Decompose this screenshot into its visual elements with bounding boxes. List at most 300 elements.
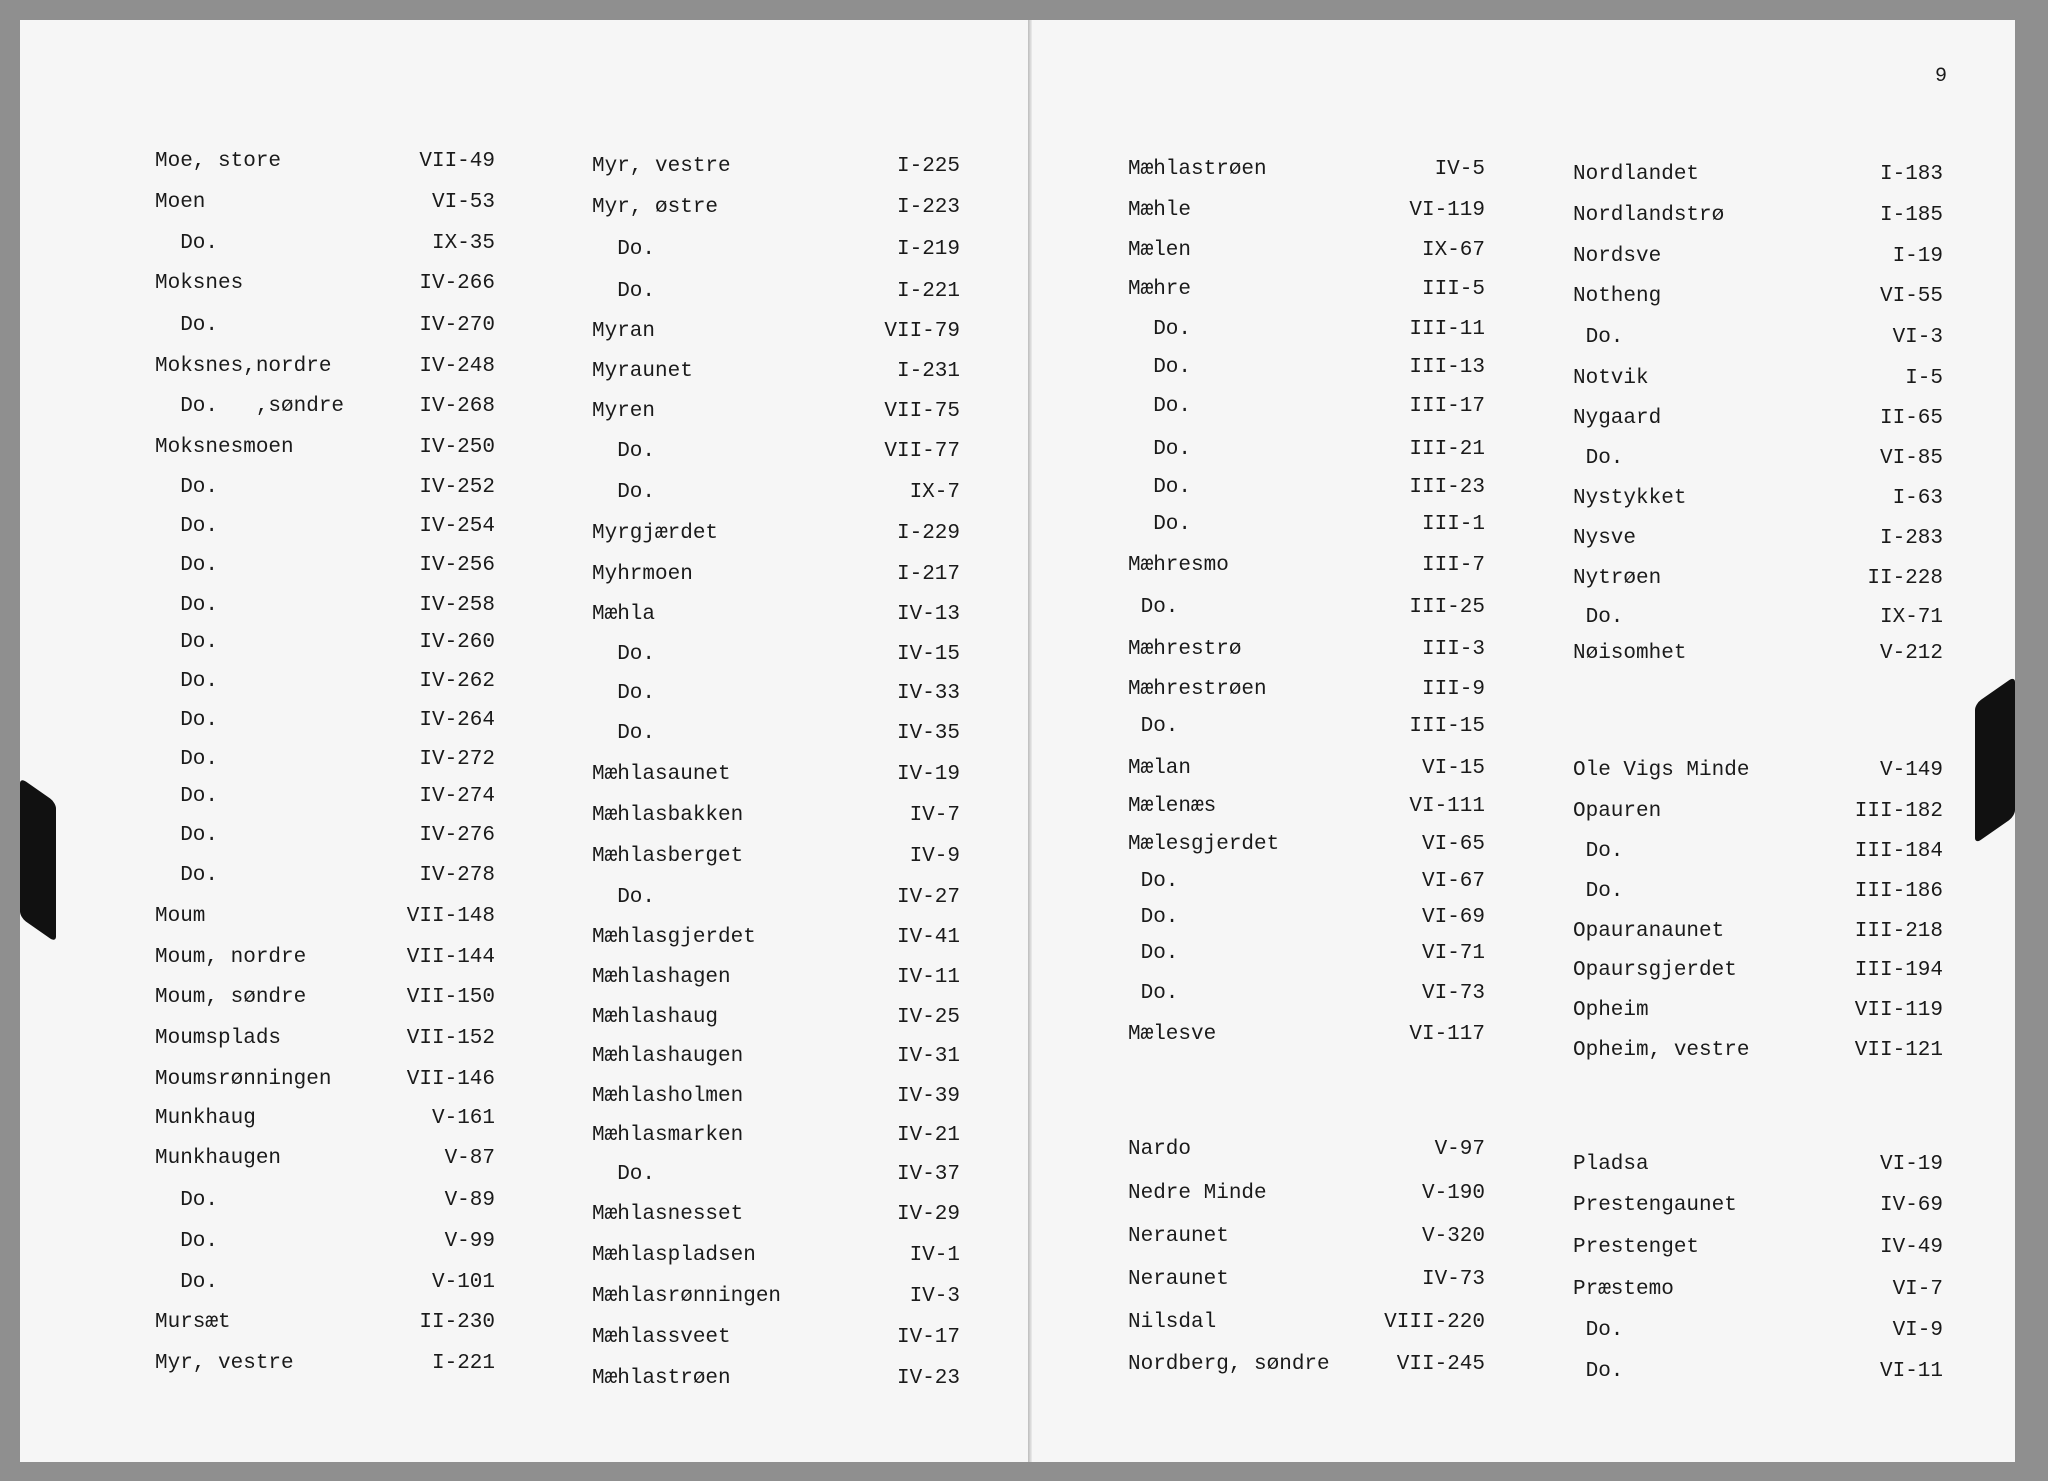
entry-reference: I-5	[1905, 367, 1943, 390]
entry-name: Do.	[592, 722, 656, 745]
index-entry	[592, 561, 960, 589]
index-entry	[1128, 552, 1485, 580]
index-entry	[155, 474, 495, 502]
index-entry	[1128, 831, 1485, 859]
index-entry	[592, 761, 960, 789]
index-entry	[155, 746, 495, 774]
index-entry	[1128, 1351, 1485, 1379]
entry-reference: IV-17	[896, 1326, 960, 1349]
entry-name: Mæhlasmarken	[592, 1124, 744, 1147]
index-entry	[1128, 276, 1485, 304]
entry-reference: I-221	[896, 280, 960, 303]
entry-reference: IV-260	[419, 631, 495, 654]
entry-name: Do.	[1573, 1319, 1624, 1342]
entry-name: Mæhrestrøen	[1128, 678, 1267, 701]
entry-name: Moksnesmoen	[155, 436, 294, 459]
index-entry	[155, 1066, 495, 1094]
entry-name: Moum, søndre	[155, 986, 307, 1009]
index-entry	[155, 148, 495, 176]
entry-reference: V-212	[1879, 642, 1943, 665]
entry-name: Mæhlasnesset	[592, 1203, 744, 1226]
index-entry	[592, 680, 960, 708]
left-index-tab	[20, 777, 56, 942]
entry-reference: III-194	[1854, 959, 1943, 982]
entry-name: Do.	[155, 476, 219, 499]
entry-name: Do.	[155, 1189, 219, 1212]
entry-reference: VI-69	[1421, 906, 1485, 929]
entry-reference: VII-152	[406, 1027, 495, 1050]
index-entry	[1128, 713, 1485, 741]
entry-name: Mæhlastrøen	[1128, 158, 1267, 181]
index-entry	[1573, 445, 1943, 473]
right-index-tab	[1975, 676, 2015, 844]
index-entry	[592, 1083, 960, 1111]
entry-reference: VI-11	[1879, 1360, 1943, 1383]
entry-name: Do.	[1573, 606, 1624, 629]
entry-reference: I-229	[896, 522, 960, 545]
index-entry	[155, 1145, 495, 1173]
entry-name: Do.	[592, 238, 656, 261]
entry-reference: III-9	[1421, 678, 1485, 701]
entry-name: Opheim	[1573, 999, 1649, 1022]
entry-name: Myr, vestre	[155, 1352, 294, 1375]
entry-reference: VI-71	[1421, 942, 1485, 965]
index-entry	[1573, 604, 1943, 632]
entry-reference: VII-49	[419, 150, 495, 173]
index-entry	[155, 1228, 495, 1256]
entry-reference: VI-9	[1892, 1319, 1943, 1342]
entry-reference: III-11	[1409, 318, 1485, 341]
index-entry	[1128, 237, 1485, 265]
entry-reference: VI-119	[1409, 199, 1485, 222]
entry-reference: IV-37	[896, 1163, 960, 1186]
entry-reference: IV-274	[419, 785, 495, 808]
index-entry	[592, 1043, 960, 1071]
index-entry	[155, 1105, 495, 1133]
entry-name: Nilsdal	[1128, 1311, 1217, 1334]
index-entry	[1573, 1317, 1943, 1345]
entry-name: Do.	[155, 824, 219, 847]
entry-reference: IV-11	[896, 966, 960, 989]
entry-reference: VI-15	[1421, 757, 1485, 780]
page-number: 9	[1935, 65, 1948, 88]
index-entry	[1128, 1021, 1485, 1049]
index-entry	[1128, 755, 1485, 783]
entry-name: Do.	[592, 643, 656, 666]
index-entry	[592, 236, 960, 264]
entry-name: Mursæt	[155, 1311, 231, 1334]
entry-reference: VI-53	[431, 191, 495, 214]
entry-name: Nordlandstrø	[1573, 204, 1725, 227]
entry-name: Nordsve	[1573, 245, 1662, 268]
index-entry	[1573, 757, 1943, 785]
entry-name: Mæhlasaunet	[592, 763, 731, 786]
index-entry	[592, 843, 960, 871]
index-entry	[1573, 243, 1943, 271]
entry-name: Mæhre	[1128, 278, 1192, 301]
index-entry	[592, 1283, 960, 1311]
entry-reference: II-228	[1867, 567, 1943, 590]
entry-reference: I-217	[896, 563, 960, 586]
entry-name: Mælen	[1128, 239, 1192, 262]
index-entry	[592, 964, 960, 992]
entry-reference: IV-39	[896, 1085, 960, 1108]
entry-reference: III-5	[1421, 278, 1485, 301]
entry-name: Do.	[1128, 438, 1192, 461]
index-entry	[155, 1025, 495, 1053]
entry-reference: VI-117	[1409, 1023, 1485, 1046]
index-entry	[155, 903, 495, 931]
entry-reference: I-223	[896, 196, 960, 219]
entry-name: Moe, store	[155, 150, 282, 173]
entry-name: Do.	[1128, 715, 1179, 738]
entry-reference: VIII-220	[1384, 1311, 1485, 1334]
entry-reference: IV-33	[896, 682, 960, 705]
index-entry	[155, 1269, 495, 1297]
entry-reference: V-101	[431, 1271, 495, 1294]
entry-reference: III-182	[1854, 800, 1943, 823]
index-entry	[1128, 793, 1485, 821]
entry-name: Do.	[1128, 942, 1179, 965]
entry-name: Myr, østre	[592, 196, 719, 219]
entry-reference: V-320	[1421, 1225, 1485, 1248]
entry-reference: I-225	[896, 155, 960, 178]
entry-name: Do.	[1128, 906, 1179, 929]
entry-name: Do.	[155, 670, 219, 693]
entry-name: Do.	[1573, 840, 1624, 863]
entry-name: Mæhresmo	[1128, 554, 1229, 577]
entry-reference: III-15	[1409, 715, 1485, 738]
entry-reference: VI-19	[1879, 1153, 1943, 1176]
entry-reference: IV-254	[419, 515, 495, 538]
entry-name: Nordlandet	[1573, 163, 1700, 186]
entry-name: Munkhaug	[155, 1107, 256, 1130]
index-entry	[1128, 316, 1485, 344]
index-entry	[155, 189, 495, 217]
entry-reference: IV-278	[419, 864, 495, 887]
entry-reference: III-25	[1409, 596, 1485, 619]
entry-name: Mæhle	[1128, 199, 1192, 222]
entry-reference: IV-19	[896, 763, 960, 786]
entry-reference: IV-9	[909, 845, 960, 868]
index-entry	[155, 230, 495, 258]
index-entry	[1128, 940, 1485, 968]
index-entry	[1128, 393, 1485, 421]
entry-reference: IV-256	[419, 554, 495, 577]
index-entry	[592, 358, 960, 386]
entry-reference: III-21	[1409, 438, 1485, 461]
entry-reference: IV-266	[419, 272, 495, 295]
entry-reference: I-231	[896, 360, 960, 383]
entry-name: Do.	[1128, 356, 1192, 379]
entry-name: Mælenæs	[1128, 795, 1217, 818]
index-entry	[1128, 354, 1485, 382]
entry-name: Ole Vigs Minde	[1573, 759, 1750, 782]
entry-reference: IV-31	[896, 1045, 960, 1068]
entry-reference: IV-29	[896, 1203, 960, 1226]
entry-name: Prestengaunet	[1573, 1194, 1737, 1217]
entry-reference: VII-121	[1854, 1039, 1943, 1062]
entry-name: Myr, vestre	[592, 155, 731, 178]
entry-reference: V-161	[431, 1107, 495, 1130]
entry-reference: I-63	[1892, 487, 1943, 510]
index-entry	[592, 1201, 960, 1229]
entry-reference: IV-41	[896, 926, 960, 949]
entry-reference: IX-71	[1879, 606, 1943, 629]
index-entry	[1573, 1151, 1943, 1179]
entry-name: Opauranaunet	[1573, 920, 1725, 943]
index-entry	[1128, 676, 1485, 704]
entry-name: Moksnes	[155, 272, 244, 295]
entry-name: Mæhlasbakken	[592, 804, 744, 827]
entry-reference: IV-13	[896, 603, 960, 626]
entry-reference: V-97	[1434, 1138, 1485, 1161]
entry-reference: III-3	[1421, 638, 1485, 661]
index-entry	[1128, 197, 1485, 225]
index-entry	[1128, 594, 1485, 622]
index-entry	[1128, 436, 1485, 464]
index-entry	[1128, 1309, 1485, 1337]
entry-name: Do.	[155, 709, 219, 732]
entry-reference: IV-49	[1879, 1236, 1943, 1259]
entry-reference: IV-270	[419, 314, 495, 337]
index-entry	[1128, 511, 1485, 539]
entry-name: Do.	[592, 481, 656, 504]
index-entry	[1573, 798, 1943, 826]
index-entry	[1128, 980, 1485, 1008]
index-entry	[592, 194, 960, 222]
index-entry	[155, 1350, 495, 1378]
entry-name: Mæhlasholmen	[592, 1085, 744, 1108]
entry-reference: III-13	[1409, 356, 1485, 379]
entry-name: Notvik	[1573, 367, 1649, 390]
index-entry	[155, 393, 495, 421]
entry-reference: V-99	[444, 1230, 495, 1253]
entry-name: Opheim, vestre	[1573, 1039, 1750, 1062]
entry-name: Do.	[155, 515, 219, 538]
index-entry	[1573, 838, 1943, 866]
entry-name: Myran	[592, 320, 656, 343]
entry-reference: VI-65	[1421, 833, 1485, 856]
entry-name: Myraunet	[592, 360, 693, 383]
entry-name: Do.	[1128, 596, 1179, 619]
index-entry	[155, 552, 495, 580]
entry-name: Mælesve	[1128, 1023, 1217, 1046]
entry-reference: III-1	[1421, 513, 1485, 536]
entry-name: Mæhlaspladsen	[592, 1244, 756, 1267]
entry-name: Myren	[592, 400, 656, 423]
entry-reference: IV-248	[419, 355, 495, 378]
entry-name: Nystykket	[1573, 487, 1687, 510]
entry-reference: IV-268	[419, 395, 495, 418]
index-entry	[1573, 283, 1943, 311]
entry-name: Do.	[155, 1271, 219, 1294]
entry-reference: VI-111	[1409, 795, 1485, 818]
index-entry	[1128, 474, 1485, 502]
entry-reference: VII-75	[884, 400, 960, 423]
entry-reference: IV-7	[909, 804, 960, 827]
entry-reference: IV-27	[896, 886, 960, 909]
index-entry	[1128, 636, 1485, 664]
entry-reference: VII-148	[406, 905, 495, 928]
index-entry	[155, 353, 495, 381]
entry-name: Myrgjærdet	[592, 522, 719, 545]
index-entry	[155, 434, 495, 462]
index-entry	[1573, 918, 1943, 946]
entry-name: Do.	[592, 280, 656, 303]
entry-reference: I-19	[1892, 245, 1943, 268]
entry-reference: VI-73	[1421, 982, 1485, 1005]
entry-name: Nytrøen	[1573, 567, 1662, 590]
entry-name: Nordberg, søndre	[1128, 1353, 1330, 1376]
index-entry	[1573, 161, 1943, 189]
entry-reference: I-221	[431, 1352, 495, 1375]
entry-reference: VI-55	[1879, 285, 1943, 308]
entry-name: Do.	[155, 864, 219, 887]
entry-name: Mæhlasgjerdet	[592, 926, 756, 949]
entry-name: Do.	[155, 631, 219, 654]
index-entry	[155, 862, 495, 890]
entry-name: Do.	[155, 314, 219, 337]
index-entry	[1573, 1358, 1943, 1386]
entry-name: Moum	[155, 905, 206, 928]
index-entry	[592, 1161, 960, 1189]
entry-reference: VI-7	[1892, 1278, 1943, 1301]
entry-name: Mæhla	[592, 603, 656, 626]
entry-reference: IV-262	[419, 670, 495, 693]
index-entry	[592, 438, 960, 466]
index-entry	[1573, 878, 1943, 906]
entry-name: Mælan	[1128, 757, 1192, 780]
entry-reference: I-219	[896, 238, 960, 261]
index-entry	[155, 668, 495, 696]
entry-reference: IV-252	[419, 476, 495, 499]
index-entry	[1128, 868, 1485, 896]
entry-name: Do.	[1573, 326, 1624, 349]
entry-reference: I-283	[1879, 527, 1943, 550]
index-entry	[592, 278, 960, 306]
entry-reference: I-183	[1879, 163, 1943, 186]
index-entry	[1573, 997, 1943, 1025]
index-entry	[592, 720, 960, 748]
entry-reference: IV-3	[909, 1285, 960, 1308]
entry-reference: IV-276	[419, 824, 495, 847]
index-entry	[592, 520, 960, 548]
entry-name: Nedre Minde	[1128, 1182, 1267, 1205]
index-entry	[592, 641, 960, 669]
entry-name: Moum, nordre	[155, 946, 307, 969]
entry-name: Moumsplads	[155, 1027, 282, 1050]
entry-reference: VII-79	[884, 320, 960, 343]
entry-name: Do.	[1128, 513, 1192, 536]
index-entry	[155, 312, 495, 340]
entry-name: Do. ,søndre	[155, 395, 345, 418]
index-entry	[592, 601, 960, 629]
entry-reference: IV-264	[419, 709, 495, 732]
entry-name: Opauren	[1573, 800, 1662, 823]
entry-reference: III-186	[1854, 880, 1943, 903]
index-entry	[1128, 1136, 1485, 1164]
entry-name: Do.	[155, 554, 219, 577]
index-entry	[592, 802, 960, 830]
entry-name: Mæhlassveet	[592, 1326, 731, 1349]
index-entry	[592, 1122, 960, 1150]
index-entry	[1573, 202, 1943, 230]
entry-name: Mælesgjerdet	[1128, 833, 1280, 856]
index-entry	[155, 1187, 495, 1215]
entry-reference: IX-67	[1421, 239, 1485, 262]
index-entry	[1573, 565, 1943, 593]
entry-reference: IV-258	[419, 594, 495, 617]
entry-reference: IV-1	[909, 1244, 960, 1267]
entry-reference: IX-35	[431, 232, 495, 255]
entry-reference: IV-21	[896, 1124, 960, 1147]
entry-name: Prestenget	[1573, 1236, 1700, 1259]
entry-name: Nygaard	[1573, 407, 1662, 430]
entry-name: Do.	[592, 682, 656, 705]
index-entry	[155, 629, 495, 657]
index-entry	[155, 984, 495, 1012]
entry-reference: III-17	[1409, 395, 1485, 418]
index-entry	[1128, 1180, 1485, 1208]
entry-reference: VI-85	[1879, 447, 1943, 470]
entry-name: Do.	[155, 1230, 219, 1253]
entry-name: Neraunet	[1128, 1225, 1229, 1248]
index-entry	[1573, 1234, 1943, 1262]
entry-name: Do.	[155, 232, 219, 255]
index-entry	[592, 398, 960, 426]
index-entry	[155, 592, 495, 620]
entry-name: Do.	[1128, 318, 1192, 341]
entry-name: Do.	[1573, 447, 1624, 470]
entry-name: Opaursgjerdet	[1573, 959, 1737, 982]
entry-name: Mæhlasrønningen	[592, 1285, 782, 1308]
index-entry	[155, 1309, 495, 1337]
entry-name: Do.	[1573, 1360, 1624, 1383]
index-entry	[155, 270, 495, 298]
index-entry	[1573, 1037, 1943, 1065]
entry-name: Mæhrestrø	[1128, 638, 1242, 661]
entry-reference: IV-35	[896, 722, 960, 745]
index-entry	[155, 513, 495, 541]
entry-name: Neraunet	[1128, 1268, 1229, 1291]
index-entry	[1573, 405, 1943, 433]
entry-reference: I-185	[1879, 204, 1943, 227]
entry-reference: V-149	[1879, 759, 1943, 782]
entry-name: Nysve	[1573, 527, 1637, 550]
index-entry	[592, 924, 960, 952]
entry-name: Præstemo	[1573, 1278, 1674, 1301]
index-entry	[155, 783, 495, 811]
entry-name: Mæhlasberget	[592, 845, 744, 868]
entry-name: Nardo	[1128, 1138, 1192, 1161]
entry-reference: VII-119	[1854, 999, 1943, 1022]
index-entry	[1573, 485, 1943, 513]
index-entry	[155, 707, 495, 735]
entry-reference: IV-23	[896, 1367, 960, 1390]
index-entry	[1573, 957, 1943, 985]
entry-name: Mæhlashaug	[592, 1006, 719, 1029]
index-entry	[592, 1004, 960, 1032]
entry-name: Do.	[592, 1163, 656, 1186]
index-entry	[592, 479, 960, 507]
entry-reference: VII-146	[406, 1068, 495, 1091]
entry-reference: II-230	[419, 1311, 495, 1334]
entry-reference: IV-25	[896, 1006, 960, 1029]
entry-reference: VI-3	[1892, 326, 1943, 349]
index-entry	[155, 944, 495, 972]
entry-name: Do.	[1128, 395, 1192, 418]
